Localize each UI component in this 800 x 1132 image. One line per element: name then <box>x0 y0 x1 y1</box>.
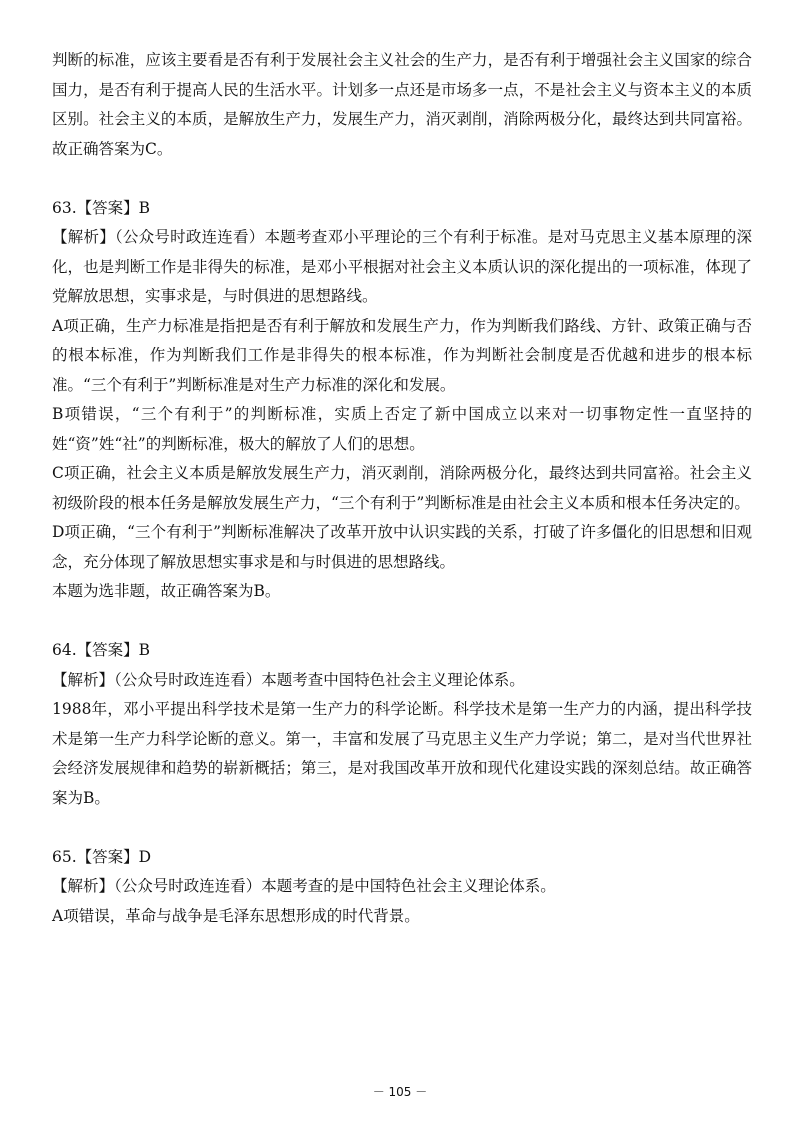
section-gap <box>52 607 752 637</box>
q65-heading: 65.【答案】D <box>52 847 152 866</box>
q65-analysis: 【解析】（公众号时政连连看）本题考查的是中国特色社会主义理论体系。 <box>52 877 556 895</box>
section-gap <box>52 164 752 194</box>
intro-paragraph: 判断的标准，应该主要看是否有利于发展社会主义社会的生产力，是否有利于增强社会主义国家的综合国力，是否有利于提高人民的生活水平。计划多一点还是市场多一点，不是社会主义与资本主义的本质区别。社会主义的本质，是解放生产力，发展生产力，消灭剥削，消除两极分化，最终达到共同富裕。故正确答案为C。 <box>52 51 752 158</box>
q64-analysis: 【解析】（公众号时政连连看）本题考查中国特色社会主义理论体系。 <box>52 670 525 689</box>
q63-heading: 63.【答案】B <box>52 198 151 217</box>
section-gap <box>52 813 752 843</box>
document-body <box>52 46 752 931</box>
q63-analysis: 【解析】（公众号时政连连看）本题考查邓小平理论的三个有利于标准。是对马克思主义基本原理的深化，也是判断工作是非得失的标准，是邓小平根据对社会主义本质认识的深化提出的一项标准，体现了党解放思想，实事求是，与时俱进的思想路线。 <box>52 228 752 305</box>
q64-body: 1988年，邓小平提出科学技术是第一生产力的科学论断。科学技术是第一生产力的内涵，提出科学技术是第一生产力科学论断的意义。第一，丰富和发展了马克思主义生产力学说；第二，是对当代世界社会经济发展规律和趋势的崭新概括；第三，是对我国改革开放和现代化建设实践的深刻总结。故正确答案为B。 <box>52 700 752 807</box>
q63-option-b: B项错误，“三个有利于”的判断标准，实质上否定了新中国成立以来对一切事物定性一直坚持的姓“资”姓“社”的判断标准，极大的解放了人们的思想。 <box>52 405 752 453</box>
q63-option-a: A项正确，生产力标准是指把是否有利于解放和发展生产力，作为判断我们路线、方针、政策正确与否的根本标准，作为判断我们工作是非得失的根本标准，作为判断社会制度是否优越和进步的根本标准。“三个有利于”判断标准是对生产力标准的深化和发展。 <box>52 316 752 394</box>
q65-option-a: A项错误，革命与战争是毛泽东思想形成的时代背景。 <box>52 906 420 925</box>
q63-option-d: D项正确，“三个有利于”判断标准解决了改革开放中认识实践的关系，打破了许多僵化的旧思想和旧观念，充分体现了解放思想实事求是和与时俱进的思想路线。 <box>52 523 752 571</box>
q63-conclusion: 本题为选非题，故正确答案为B。 <box>52 582 281 600</box>
q64-heading: 64.【答案】B <box>52 641 151 659</box>
page-number: － 105 － <box>372 1085 428 1099</box>
q63-option-c: C项正确，社会主义本质是解放发展生产力，消灭剥削，消除两极分化，最终达到共同富裕。社会主义初级阶段的根本任务是解放发展生产力，“三个有利于”判断标准是由社会主义本质和根本任务决定的。 <box>52 464 752 512</box>
